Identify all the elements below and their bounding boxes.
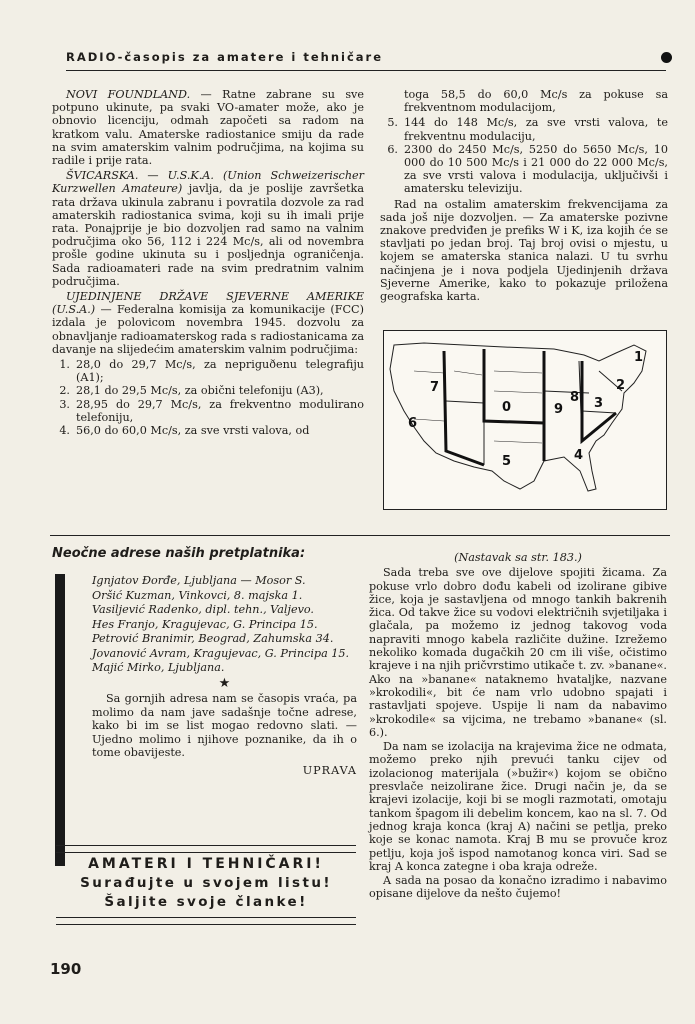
banner-line-2: Surađujte u svojem listu! xyxy=(80,875,332,891)
zone-label: 6 xyxy=(408,416,418,431)
header-dot-icon xyxy=(661,52,672,63)
page-number: 190 xyxy=(50,960,82,978)
usa-map-svg xyxy=(384,331,666,509)
banner-line-3: Šaljite svoje članke! xyxy=(104,894,308,910)
zone-border-bold xyxy=(484,349,544,423)
star-icon: ★ xyxy=(218,675,231,691)
usa-outline xyxy=(390,343,646,491)
running-header xyxy=(66,50,666,71)
usa-zone-map xyxy=(383,330,667,510)
article-paragraph: Sada treba sve ove dijelove spojiti žicama. Za pokuse vrlo dobro dođu kabeli od izolirane gibive žice, koja je sastavljena od mnogo tankih bakrenih žica. Od takve žice su vodovi električnih svjetiljaka i glačala, pa možemo iz jednog takovog voda napraviti mnogo kabela različite dužine. Izrežemo nekoliko komada dugačkih 20 cm ili više, očistimo kraјeve i na njih pričvrstimo utikače t. zv. »banane«. Ako na »banane« nataknemo hvataljke, nazvane »krokodili«, bit će nam vrlo udobno spajati i rastavljati spojeve. Uspije li nam da nabavimo »krokodile« sa vijcima, ne trebamo »banane« (sl. 6.). xyxy=(369,566,667,739)
article-continuation xyxy=(369,551,667,902)
zone-border-bold xyxy=(444,351,484,465)
address-item: Vasiljević Radenko, dipl. tehn., Valjevo. xyxy=(92,603,314,616)
lead-newfoundland: NOVI FOUNDLAND. xyxy=(66,88,191,101)
list-number: 6. xyxy=(387,142,398,156)
list-item xyxy=(52,358,364,384)
paragraph-switzerland xyxy=(52,169,364,288)
zone-border xyxy=(582,411,616,413)
list-item xyxy=(52,424,364,437)
zone-border xyxy=(484,421,544,461)
address-item: Majić Mirko, Ljubljana. xyxy=(92,661,225,674)
list-item xyxy=(52,398,364,424)
zone-label: 0 xyxy=(502,400,512,415)
zone-label: 2 xyxy=(616,378,626,393)
paragraph-callsigns: Rad na ostalim amaterskim frekvencijama za sada još nije dozvoljen. — Za amaterske pozivne znakove predviđen je prefiks W i K, iza kojih će se stavljati po jedan broj. Taj broj ovisi o mjestu, u kojem se amaterska stanica nalazi. U tu svrhu načinjena je i nova podjela Ujedinjenih država Sjeverne Amerike, kako to pokazuje priložena geografska karta. xyxy=(380,197,668,304)
list-item xyxy=(380,143,668,196)
text-newfoundland: — Ratne zabrane su sve potpuno ukinute, pa svaki VO-amater može, ako je obnovio licenciju, odmah započeti sa radom na kratkom valu. Amaterske radiostanice smiju da rade na svim amaterskim valnim područjima, na kojima su radile i prije rata. xyxy=(52,88,364,168)
banner-rule-bottom xyxy=(56,917,356,925)
box-title: Neočne adrese naših pretplatnika: xyxy=(52,546,306,561)
frequency-list-right xyxy=(380,116,668,195)
zone-label: 4 xyxy=(574,448,584,463)
left-column xyxy=(52,88,364,439)
zone-label: 1 xyxy=(634,350,644,365)
address-item: Ignjatov Đorđe, Ljubljana — Mosor S. xyxy=(92,574,306,587)
zone-label: 5 xyxy=(502,454,512,469)
frequency-list-left xyxy=(52,358,364,437)
text-usa: — Federalna komisija za komunikacije (FCC) izdala je polovicom novembra 1945. dozvolu za obnavljanje radioamaterskog rada s radiostanicama za davanje na slijedećim amaterskim valnim područjima: xyxy=(52,303,364,356)
paragraph-usa xyxy=(52,290,364,356)
list-number: 3. xyxy=(59,397,70,411)
list-item xyxy=(380,116,668,142)
list-text: 56,0 do 60,0 Mc/s, za sve vrsti valova, od xyxy=(76,424,310,438)
lead-switzerland: ŠVICARSKA. — U.S.K.A. (Union Schweizerischer Kurzwellen Amateure) xyxy=(52,169,364,196)
banner xyxy=(56,855,356,912)
banner-rule-top xyxy=(56,845,356,853)
list-text: 28,0 do 29,7 Mc/s, za nepriguðenu telegrafiju (A1); xyxy=(76,358,364,385)
address-item: Jovanović Avram, Kragujevac, G. Principa 15. xyxy=(92,646,350,660)
box-vertical-bar xyxy=(55,574,65,866)
list-number: 1. xyxy=(59,358,70,372)
section-divider xyxy=(50,535,670,536)
address-item: Oršić Kuzman, Vinkovci, 8. majska 1. xyxy=(92,588,303,602)
header-title: RADIO-časopis za amatere i tehničare xyxy=(66,50,384,64)
list-number: 2. xyxy=(59,384,70,398)
article-paragraph: Da nam se izolacija na krajevima žice ne odmata, možemo preko njih prevući tanku cijev od izolacionog materijala (»bužir«) kojom se obično presvlače neizolirane žice. Drugi način je, da se krajevi izolacije, koji bi se mogli razmotati, omotaju tankom špagom ili debelim koncem, kao na sl. 7. Od jednog kraja konca (kraj A) načini se petlja, preko koje se konac namota. Kraj B mu se provuče kroz petlju, koja još ispod namotanog konca viri. Sad se kraj A konca zategne i oba kraja odreže. xyxy=(369,740,667,873)
continued-list-text: toga 58,5 do 60,0 Mc/s za pokuse sa frekventnom modulacijom, xyxy=(404,88,668,115)
banner-line-1: AMATERI I TEHNIČARI! xyxy=(88,856,324,872)
right-column xyxy=(380,88,668,305)
list-number: 5. xyxy=(387,116,398,130)
list-text: 2300 do 2450 Mc/s, 5250 do 5650 Mc/s, 10 000 do 10 500 Mc/s i 21 000 do 22 000 Mc/s, za sve vrsti valova i modulacija, uključivši i amatersku televiziju. xyxy=(404,142,668,196)
lead-usa: UJEDINJENE DRŽAVE SJEVERNE AMERIKE (U.S.A.) xyxy=(52,290,364,317)
box-note: Sa gornjih adresa nam se časopis vraća, pa molimo da nam jave sadašnje točne adrese, kako bi im se list mogao redovno slati. — Ujedno molimo i njihove poznanike, da ih o tome obavijeste. xyxy=(92,692,357,759)
zone-label: 3 xyxy=(594,396,604,411)
article-paragraph: A sada na posao da konačno izradimo i nabavimo opisane dijelove da nešto čujemo! xyxy=(369,874,667,901)
zone-label: 8 xyxy=(570,390,580,405)
zone-border xyxy=(446,401,484,403)
list-text: 28,1 do 29,5 Mc/s, za obični telefoniju (A3), xyxy=(76,384,324,398)
address-item: Hes Franjo, Kragujevac, G. Principa 15. xyxy=(92,617,318,631)
list-text: 28,95 do 29,7 Mc/s, za frekventno modulirano telefoniju, xyxy=(76,397,364,424)
address-item: Petrović Branimir, Beograd, Zahumska 34. xyxy=(92,632,334,645)
list-text: 144 do 148 Mc/s, za sve vrsti valova, te frekventnu modulaciju, xyxy=(404,116,668,143)
box-signature: UPRAVA xyxy=(302,763,357,777)
address-list xyxy=(92,574,357,777)
text-switzerland: javlja, da je poslije završetka rata država ukinula zabranu i povratila dozvole za rad amaterskih radiostanica svima, koji su ih imali prije rata. Ponajprije je bio dozvoljen rad samo na valnim područjima oko 56, 112 i 224 Mc/s, ali od novembra prošle godine ukinuta su i posljednja ograničenja. Sada radioamateri rade na svim predratnim valnim područjima. xyxy=(52,182,364,288)
list-item xyxy=(52,384,364,397)
list-number: 4. xyxy=(59,424,70,438)
paragraph-newfoundland xyxy=(52,88,364,167)
zone-label: 9 xyxy=(554,402,564,417)
zone-label: 7 xyxy=(430,380,440,395)
continued-note: (Nastavak sa str. 183.) xyxy=(454,551,582,564)
